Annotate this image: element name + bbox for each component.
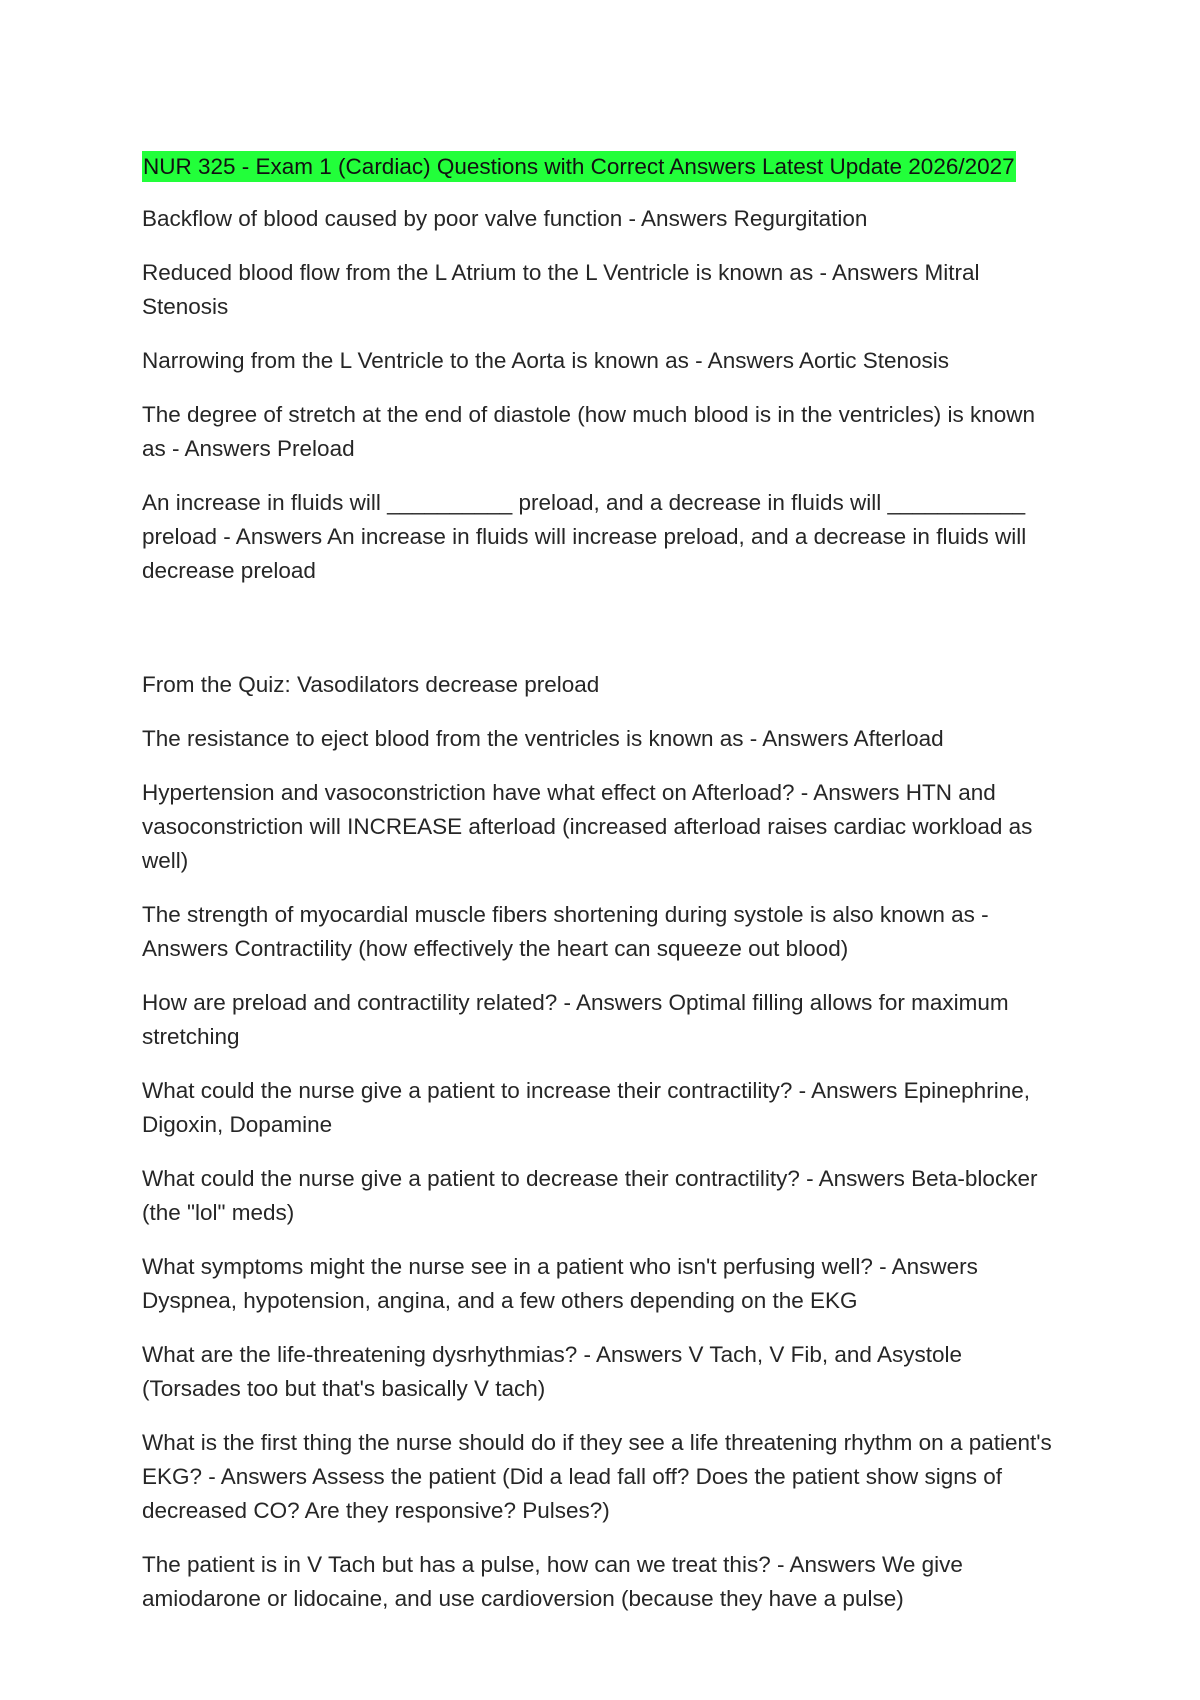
qa-entry: What is the first thing the nurse should do if they see a life threatening rhythm on a patient's EKG? - Answers Assess the patient (Did a lead fall off? Does the patient show signs of decreased CO? Are they responsive? Pulses?) bbox=[142, 1430, 1052, 1523]
qa-entry: The degree of stretch at the end of diastole (how much blood is in the ventricles) is known as - Answers Preload bbox=[142, 402, 1035, 461]
title-block bbox=[142, 150, 1062, 184]
qa-entry: What could the nurse give a patient to decrease their contractility? - Answers Beta-blocker (the "lol" meds) bbox=[142, 1166, 1038, 1225]
qa-entry: The strength of myocardial muscle fibers shortening during systole is also known as - Answers Contractility (how effectively the heart can squeeze out blood) bbox=[142, 902, 989, 961]
qa-entry: Backflow of blood caused by poor valve function - Answers Regurgitation bbox=[142, 206, 868, 231]
qa-entry: The patient is in V Tach but has a pulse, how can we treat this? - Answers We give amiodarone or lidocaine, and use cardioversion (because they have a pulse) bbox=[142, 1552, 963, 1611]
qa-entry: Hypertension and vasoconstriction have what effect on Afterload? - Answers HTN and vasoconstriction will INCREASE afterload (increased afterload raises cardiac workload as well) bbox=[142, 780, 1033, 873]
qa-entry: How are preload and contractility related? - Answers Optimal filling allows for maximum stretching bbox=[142, 990, 1009, 1049]
qa-entry: Narrowing from the L Ventricle to the Aorta is known as - Answers Aortic Stenosis bbox=[142, 348, 950, 373]
qa-entry: What are the life-threatening dysrhythmias? - Answers V Tach, V Fib, and Asystole (Torsades too but that's basically V tach) bbox=[142, 1342, 962, 1401]
qa-entry: What could the nurse give a patient to increase their contractility? - Answers Epinephrine, Digoxin, Dopamine bbox=[142, 1078, 1030, 1137]
quiz-note: From the Quiz: Vasodilators decrease preload bbox=[142, 672, 600, 697]
blank-gap bbox=[142, 608, 1062, 668]
qa-entry: Reduced blood flow from the L Atrium to the L Ventricle is known as - Answers Mitral Stenosis bbox=[142, 260, 980, 319]
qa-entry: What symptoms might the nurse see in a patient who isn't perfusing well? - Answers Dyspnea, hypotension, angina, and a few others depending on the EKG bbox=[142, 1254, 978, 1313]
qa-entry: The resistance to eject blood from the ventricles is known as - Answers Afterload bbox=[142, 726, 944, 751]
qa-entry: An increase in fluids will __________ preload, and a decrease in fluids will ___________ preload - Answers An increase in fluids will increase preload, and a decrease in fluids will decrease preload bbox=[142, 490, 1027, 583]
document-page bbox=[142, 150, 1062, 1636]
document-title: NUR 325 - Exam 1 (Cardiac) Questions with Correct Answers Latest Update 2026/2027 bbox=[142, 151, 1016, 182]
